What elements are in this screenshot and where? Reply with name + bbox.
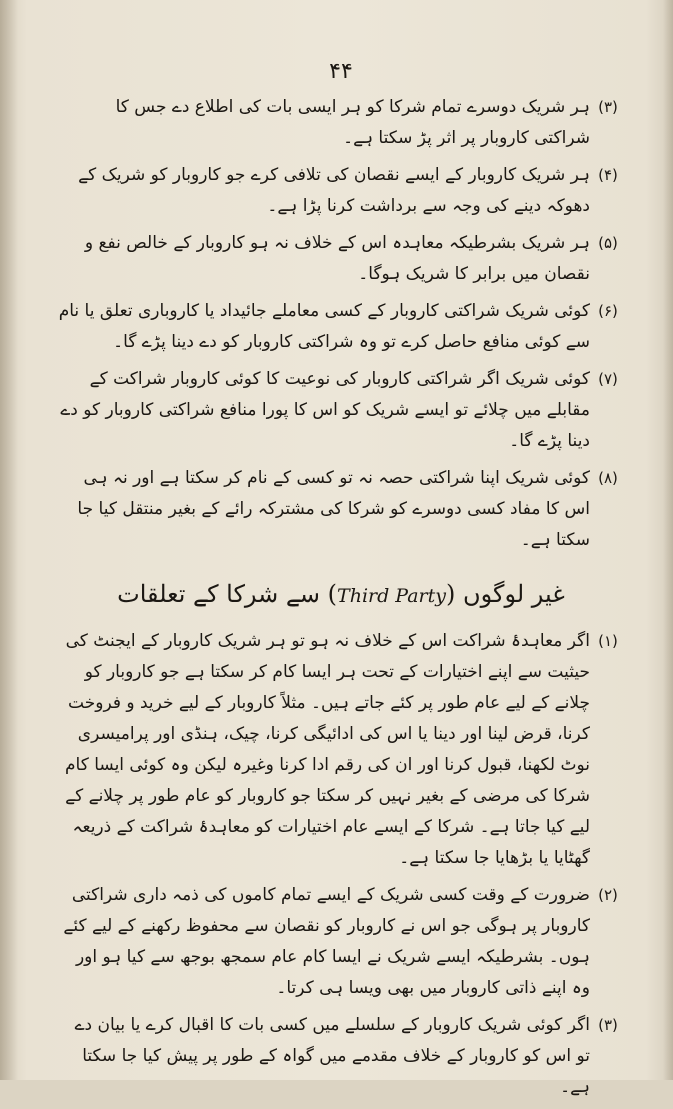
list-item xyxy=(58,160,624,222)
item-number: (۷) xyxy=(598,370,618,388)
heading-text-end: ) سے شرکا کے تعلقات xyxy=(117,580,338,608)
page-content xyxy=(58,56,624,1109)
list-item xyxy=(58,228,624,290)
item-number: (۸) xyxy=(598,469,618,487)
item-text: ہر شریک بشرطیکہ معاہدہ اس کے خلاف نہ ہو کاروبار کے خالص نفع و نقصان میں برابر کا شریک ہوگا۔ xyxy=(84,233,590,284)
item-number: (۵) xyxy=(598,234,618,252)
item-text: اگر معاہدۂ شراکت اس کے خلاف نہ ہو تو ہر شریک کاروبار کے ایجنٹ کی حیثیت سے اپنے اختیارات کے تحت ہر ایسا کام کر سکتا ہے جو کاروبار کو چلانے کے لیے عام طور پر کئے جاتے ہیں۔ مثلاً کاروبار کے لیے خرید و فروخت کرنا، قرض لینا اور دینا یا اس کی ادائیگی کرنا، چیک، ہنڈی اور پرامیسری نوٹ لکھنا، قبول کرنا اور ان کی رقم ادا کرنا وغیرہ لیکن وہ کوئی ایسا کام شرکا کی مرضی کے بغیر نہیں کر سکتا جو کاروبار کو عام طور پر چلانے کے لیے کیا جاتا ہے۔ شرکا کے ایسے عام اختیارات کو معاہدۂ شراکت کے ذریعہ گھٹایا یا بڑھایا جا سکتا ہے۔ xyxy=(65,631,590,868)
item-text: کوئی شریک اگر شراکتی کاروبار کی نوعیت کا کوئی کاروبار شراکت کے مقابلے میں چلائے تو ایسے شریک کو اس کا پورا منافع شراکتی کاروبار کو دے دینا پڑے گا۔ xyxy=(60,369,590,451)
list-item xyxy=(58,296,624,358)
item-number: (۶) xyxy=(598,302,618,320)
item-text: ضرورت کے وقت کسی شریک کے ایسے تمام کاموں کی ذمہ داری شراکتی کاروبار پر ہوگی جو اس نے کاروبار کو نقصان سے محفوظ رکھنے کے لیے کئے ہوں۔ بشرطیکہ ایسے شریک نے ایسا کام عام سمجھ بوجھ سے کیا ہو اور وہ اپنے ذاتی کاروبار میں بھی ویسا ہی کرتا۔ xyxy=(63,885,590,998)
partner-duties-list xyxy=(58,92,624,556)
item-number: (۳) xyxy=(598,98,618,116)
list-item xyxy=(58,364,624,457)
list-item xyxy=(58,626,624,874)
page-edge-shadow xyxy=(0,0,18,1080)
list-item xyxy=(58,880,624,1004)
item-text: کوئی شریک اپنا شراکتی حصہ نہ تو کسی کے نام کر سکتا ہے اور نہ ہی اس کا مفاد کسی دوسرے کو شرکا کی مشترکہ رائے کے بغیر منتقل کیا جا سکتا ہے۔ xyxy=(77,468,590,550)
section-heading xyxy=(58,574,624,616)
item-text: ہر شریک کاروبار کے ایسے نقصان کی تلافی کرے جو کاروبار کو شریک کے دھوکہ دینے کی وجہ سے برداشت کرنا پڑا ہے۔ xyxy=(78,165,590,216)
list-item xyxy=(58,1010,624,1103)
item-text: اگر کوئی شریک کاروبار کے سلسلے میں کسی بات کا اقبال کرے یا بیان دے تو اس کو کاروبار کے خلاف مقدمے میں گواہ کے طور پر پیش کیا جا سکتا ہے۔ xyxy=(74,1015,590,1097)
page-edge-shadow-right xyxy=(663,0,673,1080)
item-number: (۱) xyxy=(598,632,618,650)
list-item xyxy=(58,92,624,154)
item-number: (۴) xyxy=(598,166,618,184)
page-number: ۴۴ xyxy=(329,59,353,84)
heading-latin-term: Third Party xyxy=(337,585,447,607)
item-number: (۳) xyxy=(598,1016,618,1034)
item-number: (۲) xyxy=(598,886,618,904)
heading-text-start: غیر لوگوں ( xyxy=(446,580,565,608)
list-item xyxy=(58,463,624,556)
third-party-relations-list xyxy=(58,626,624,1103)
item-text: ہر شریک دوسرے تمام شرکا کو ہر ایسی بات کی اطلاع دے جس کا شراکتی کاروبار پر اثر پڑ سکتا ہے۔ xyxy=(115,97,590,148)
item-text: کوئی شریک شراکتی کاروبار کے کسی معاملے جائیداد یا کاروباری تعلق یا نام سے کوئی منافع حاصل کرے تو وہ شراکتی کاروبار کو دے دینا پڑے گا۔ xyxy=(58,301,590,352)
